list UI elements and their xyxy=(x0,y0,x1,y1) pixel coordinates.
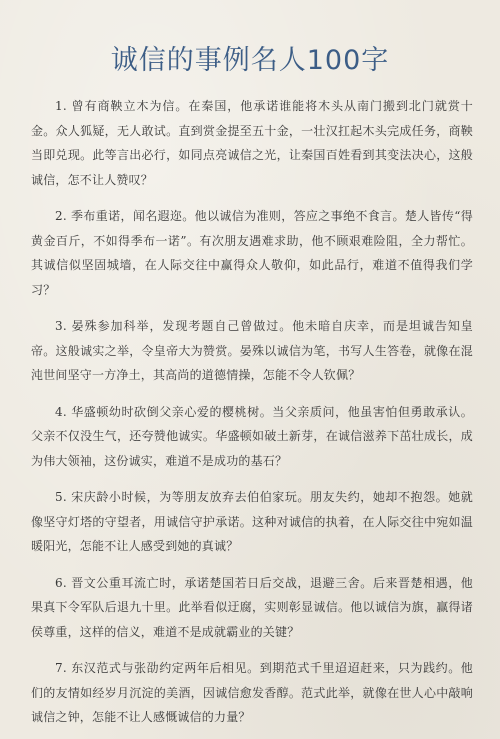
entry-6 xyxy=(31,571,473,645)
entry-text: 华盛顿幼时砍倒父亲心爱的樱桃树。当父亲质问，他虽害怕但勇敢承认。父亲不仅没生气，还夸赞他诚实。华盛顿如破土新芽，在诚信滋养下茁壮成长，成为伟大领袖，这份诚实，难道不是成功的基石？ xyxy=(31,404,473,468)
entry-number: 1. xyxy=(55,99,67,113)
entry-list xyxy=(31,94,473,739)
entry-1 xyxy=(31,94,473,192)
entry-3 xyxy=(31,314,473,388)
entry-number: 4. xyxy=(55,404,67,419)
entry-text: 季布重诺，闻名遐迩。他以诚信为准则，答应之事绝不食言。楚人皆传“得黄金百斤，不如得季布一诺”。有次朋友遇难求助，他不顾艰难险阻，全力帮忙。其诚信似坚固城墙，在人际交往中赢得众人敬仰，如此品行，难道不值得我们学习？ xyxy=(31,209,473,297)
entry-2 xyxy=(31,204,473,302)
entry-text: 晋文公重耳流亡时，承诺楚国若日后交战，退避三舍。后来晋楚相遇，他果真下令军队后退九十里。此举看似迂腐，实则彰显诚信。他以诚信为旗，赢得诸侯尊重，这样的信义，难道不是成就霸业的关键？ xyxy=(31,575,473,639)
entry-number: 7. xyxy=(55,661,67,675)
entry-text: 宋庆龄小时候，为等朋友放弃去伯伯家玩。朋友失约，她却不抱怨。她就像坚守灯塔的守望者，用诚信守护承诺。这种对诚信的执着，在人际交往中宛如温暖阳光，怎能不让人感受到她的真诚？ xyxy=(31,490,473,553)
entry-7 xyxy=(31,656,473,730)
entry-5 xyxy=(31,485,473,559)
entry-4 xyxy=(31,400,473,474)
entry-number: 5. xyxy=(55,490,67,504)
entry-number: 2. xyxy=(55,209,67,223)
entry-text: 东汉范式与张劭约定两年后相见。到期范式千里迢迢赶来，只为践约。他们的友情如经岁月沉淀的美酒，因诚信愈发香醇。范式此举，就像在世人心中敲响诚信之钟，怎能不让人感慨诚信的力量？ xyxy=(31,661,473,724)
entry-text: 曾有商鞅立木为信。在秦国，他承诺谁能将木头从南门搬到北门就赏十金。众人狐疑，无人敢试。直到赏金提至五十金，一壮汉扛起木头完成任务，商鞅当即兑现。此等言出必行，如同点亮诚信之光，让秦国百姓看到其变法决心，这般诚信，怎不让人赞叹？ xyxy=(31,99,473,187)
page-title: 诚信的事例名人100字 xyxy=(110,45,390,76)
entry-number: 6. xyxy=(55,575,67,590)
entry-text: 晏殊参加科举，发现考题自己曾做过。他未暗自庆幸，而是坦诚告知皇帝。这般诚实之举，令皇帝大为赞赏。晏殊以诚信为笔，书写人生答卷，就像在混沌世间坚守一方净土，其高尚的道德情操，怎能不令人钦佩？ xyxy=(31,319,473,382)
entry-number: 3. xyxy=(55,319,67,333)
